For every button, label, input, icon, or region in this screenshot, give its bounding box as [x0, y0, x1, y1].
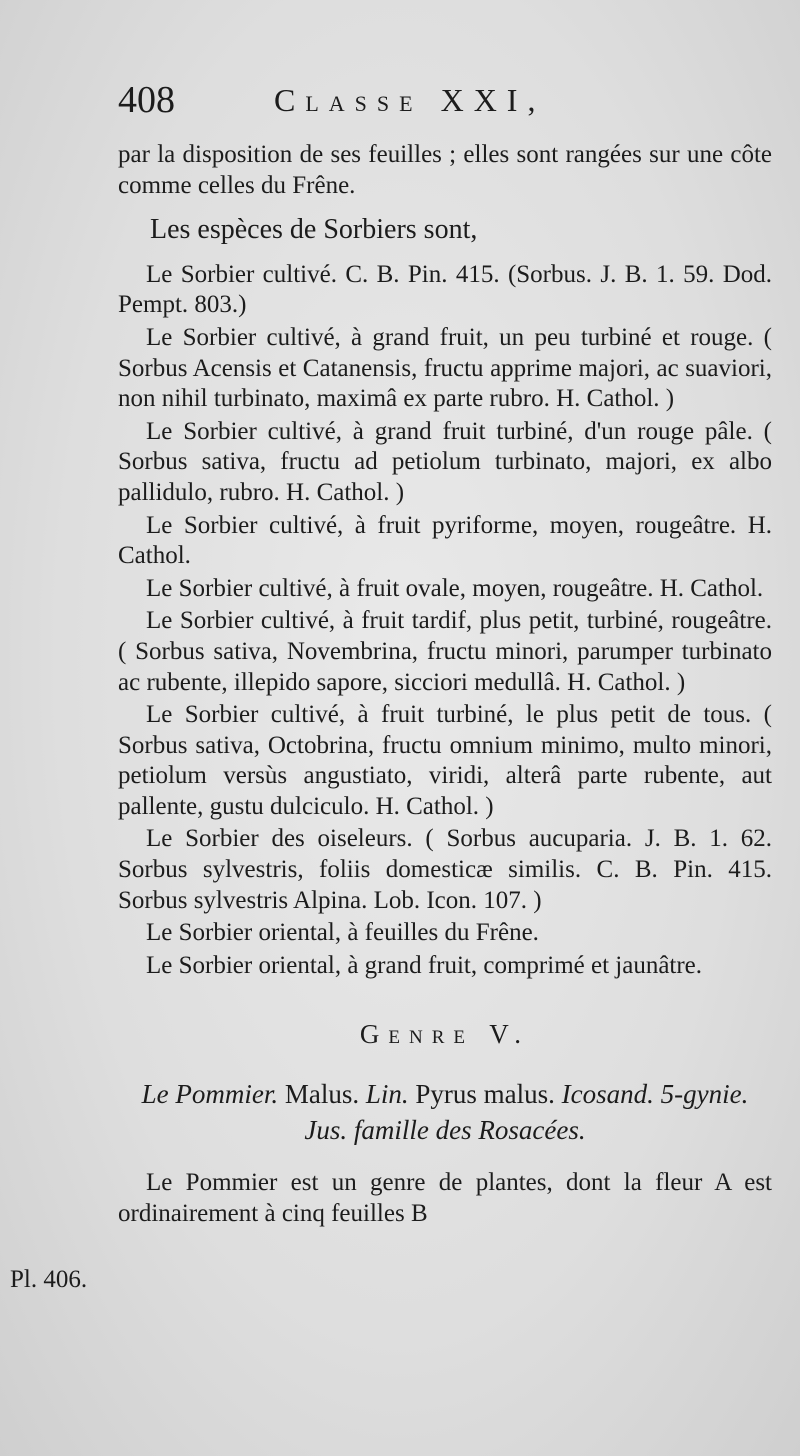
- genre-heading: Genre V.: [359, 1019, 531, 1050]
- plate-reference: Pl. 406.: [10, 1266, 88, 1293]
- page-number: 408: [118, 79, 175, 121]
- species-entry: Le Sorbier oriental, à feuilles du Frêne.: [146, 919, 539, 947]
- genre-name-latin: Malus.: [284, 1079, 360, 1110]
- intro-paragraph: par la disposition de ses feuilles ; elles sont rangées sur une côte comme celles du Frêne.: [118, 141, 772, 199]
- species-entry: Le Sorbier cultivé, à fruit turbiné, le plus petit de tous. ( Sorbus sativa, Octobrina, fructu omnium minimo, multo minori, petiolum versùs angustiato, viridi, alterâ parte rubente, aut pallente, gustu dulciculo. H. Cathol. ): [118, 701, 772, 820]
- running-title: Classe XXI,: [274, 82, 546, 118]
- genre-name-french: Le Pommier.: [141, 1079, 279, 1110]
- page-body: [118, 140, 772, 1229]
- linnaeus-name: Pyrus malus.: [415, 1079, 555, 1110]
- page-header: [118, 78, 768, 128]
- genre-text: Le Pommier est un genre de plantes, dont la fleur A est ordinairement à cinq feuilles B: [118, 1169, 772, 1227]
- genre-classification: Icosand. 5-gynie. Jus. famille des Rosacées.: [304, 1079, 749, 1146]
- species-subheading: Les espèces de Sorbiers sont,: [150, 214, 478, 246]
- genre-description: [118, 1076, 772, 1148]
- species-entry: Le Sorbier cultivé, à grand fruit turbiné, d'un rouge pâle. ( Sorbus sativa, fructu ad petiolum turbinato, majori, ex albo pallidulo, rubro. H. Cathol. ): [118, 417, 772, 506]
- species-entry: Le Sorbier cultivé. C. B. Pin. 415. (Sorbus. J. B. 1. 59. Dod. Pempt. 803.): [118, 260, 772, 319]
- species-entry: Le Sorbier cultivé, à grand fruit, un peu turbiné et rouge. ( Sorbus Acensis et Catanensis, fructu apprime majori, ac suaviori, non nihil turbinato, maximâ ex parte rubro. H. Cathol. ): [118, 323, 772, 413]
- species-entry: Le Sorbier cultivé, à fruit pyriforme, moyen, rougeâtre. H. Cathol.: [118, 511, 772, 570]
- species-entry: Le Sorbier cultivé, à fruit ovale, moyen, rougeâtre. H. Cathol.: [146, 574, 764, 602]
- species-entry: Le Sorbier des oiseleurs. ( Sorbus aucuparia. J. B. 1. 62. Sorbus sylvestris, foliis domesticæ similis. C. B. Pin. 415. Sorbus sylvestris Alpina. Lob. Icon. 107. ): [118, 825, 772, 914]
- species-entry: Le Sorbier cultivé, à fruit tardif, plus petit, turbiné, rougeâtre. ( Sorbus sativa, Novembrina, fructu minori, parumper turbinato ac rubente, illepido sapore, sicciori medullâ. H. Cathol. ): [118, 607, 772, 696]
- species-entry: Le Sorbier oriental, à grand fruit, comprimé et jaunâtre.: [146, 951, 703, 979]
- linnaeus-label: Lin.: [365, 1079, 409, 1110]
